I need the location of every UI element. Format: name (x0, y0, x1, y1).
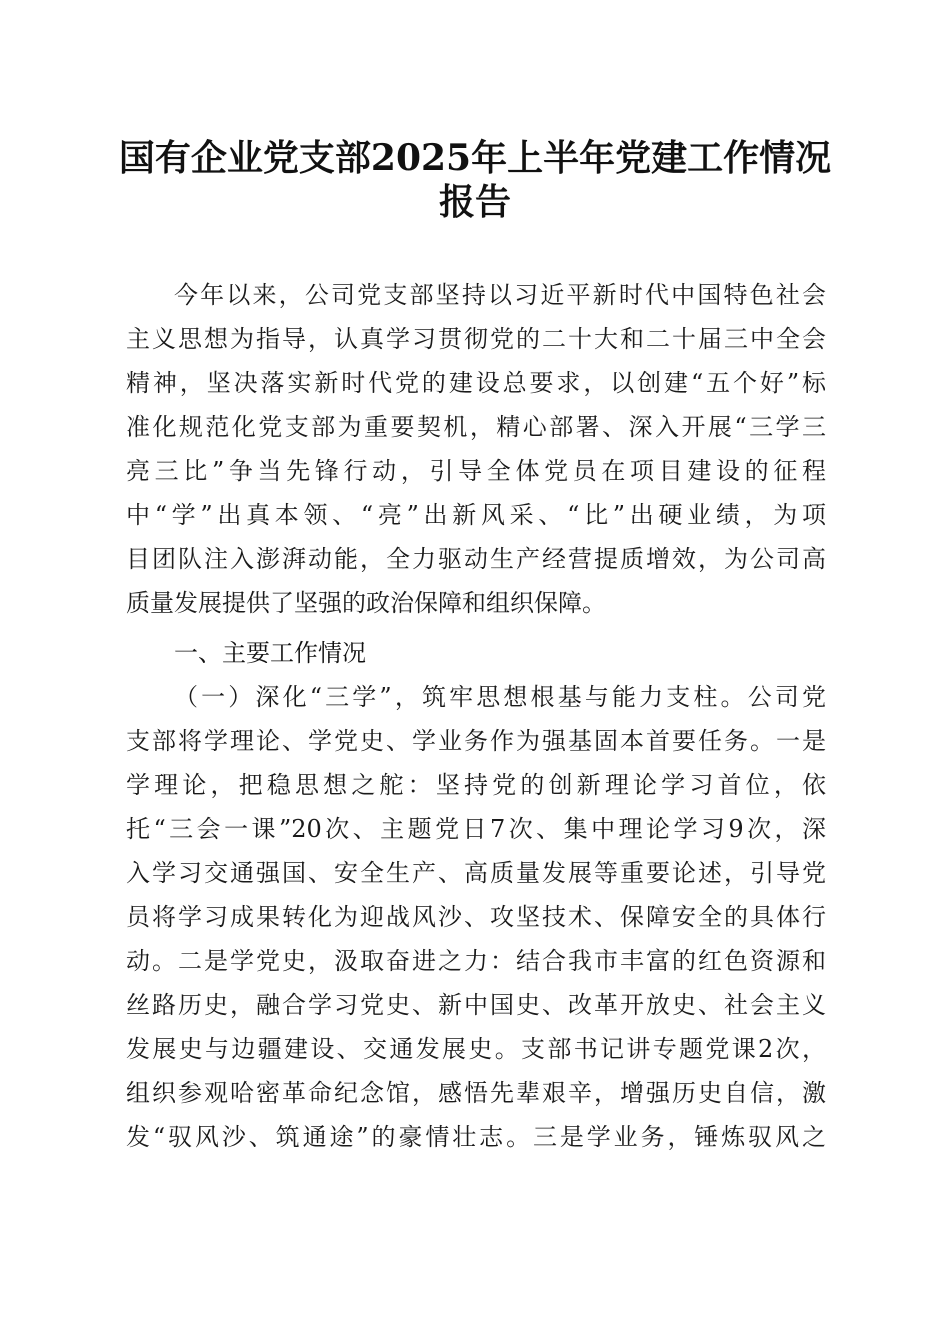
paragraph-line: 亮三比”争当先锋行动，引导全体党员在项目建设的征程 (126, 457, 826, 485)
paragraph-line: （一）深化“三学”，筑牢思想根基与能力支柱。公司党 (174, 683, 826, 711)
paragraph-line: 托“三会一课”20次、主题党日7次、集中理论学习9次，深 (126, 815, 826, 843)
paragraph-line: 发“驭风沙、筑通途”的豪情壮志。三是学业务，锤炼驭风之 (126, 1123, 826, 1151)
section-heading: 一、主要工作情况 (174, 639, 366, 667)
paragraph-line: 员将学习成果转化为迎战风沙、攻坚技术、保障安全的具体行 (126, 903, 826, 931)
paragraph-line: 质量发展提供了坚强的政治保障和组织保障。 (126, 589, 606, 617)
paragraph-line: 目团队注入澎湃动能，全力驱动生产经营提质增效，为公司高 (126, 545, 826, 573)
paragraph-line: 中“学”出真本领、“亮”出新风采、“比”出硬业绩，为项 (126, 501, 826, 529)
paragraph-line: 今年以来，公司党支部坚持以习近平新时代中国特色社会 (174, 281, 826, 309)
paragraph-line: 丝路历史，融合学习党史、新中国史、改革开放史、社会主义 (126, 991, 826, 1019)
paragraph-line: 动。二是学党史，汲取奋进之力：结合我市丰富的红色资源和 (126, 947, 826, 975)
paragraph-line: 准化规范化党支部为重要契机，精心部署、深入开展“三学三 (126, 413, 826, 441)
paragraph-line: 发展史与边疆建设、交通发展史。支部书记讲专题党课2次， (126, 1035, 826, 1063)
paragraph-line: 主义思想为指导，认真学习贯彻党的二十大和二十届三中全会 (126, 325, 826, 353)
document-title-line-1: 国有企业党支部2025年上半年党建工作情况 (118, 137, 832, 179)
document-title-line-2: 报告 (438, 181, 511, 223)
paragraph-line: 支部将学理论、学党史、学业务作为强基固本首要任务。一是 (126, 727, 826, 755)
paragraph-line: 组织参观哈密革命纪念馆，感悟先辈艰辛，增强历史自信，激 (126, 1079, 826, 1107)
paragraph-line: 入学习交通强国、安全生产、高质量发展等重要论述，引导党 (126, 859, 826, 887)
paragraph-line: 学理论，把稳思想之舵：坚持党的创新理论学习首位，依 (126, 771, 826, 799)
paragraph-line: 精神，坚决落实新时代党的建设总要求，以创建“五个好”标 (126, 369, 826, 397)
